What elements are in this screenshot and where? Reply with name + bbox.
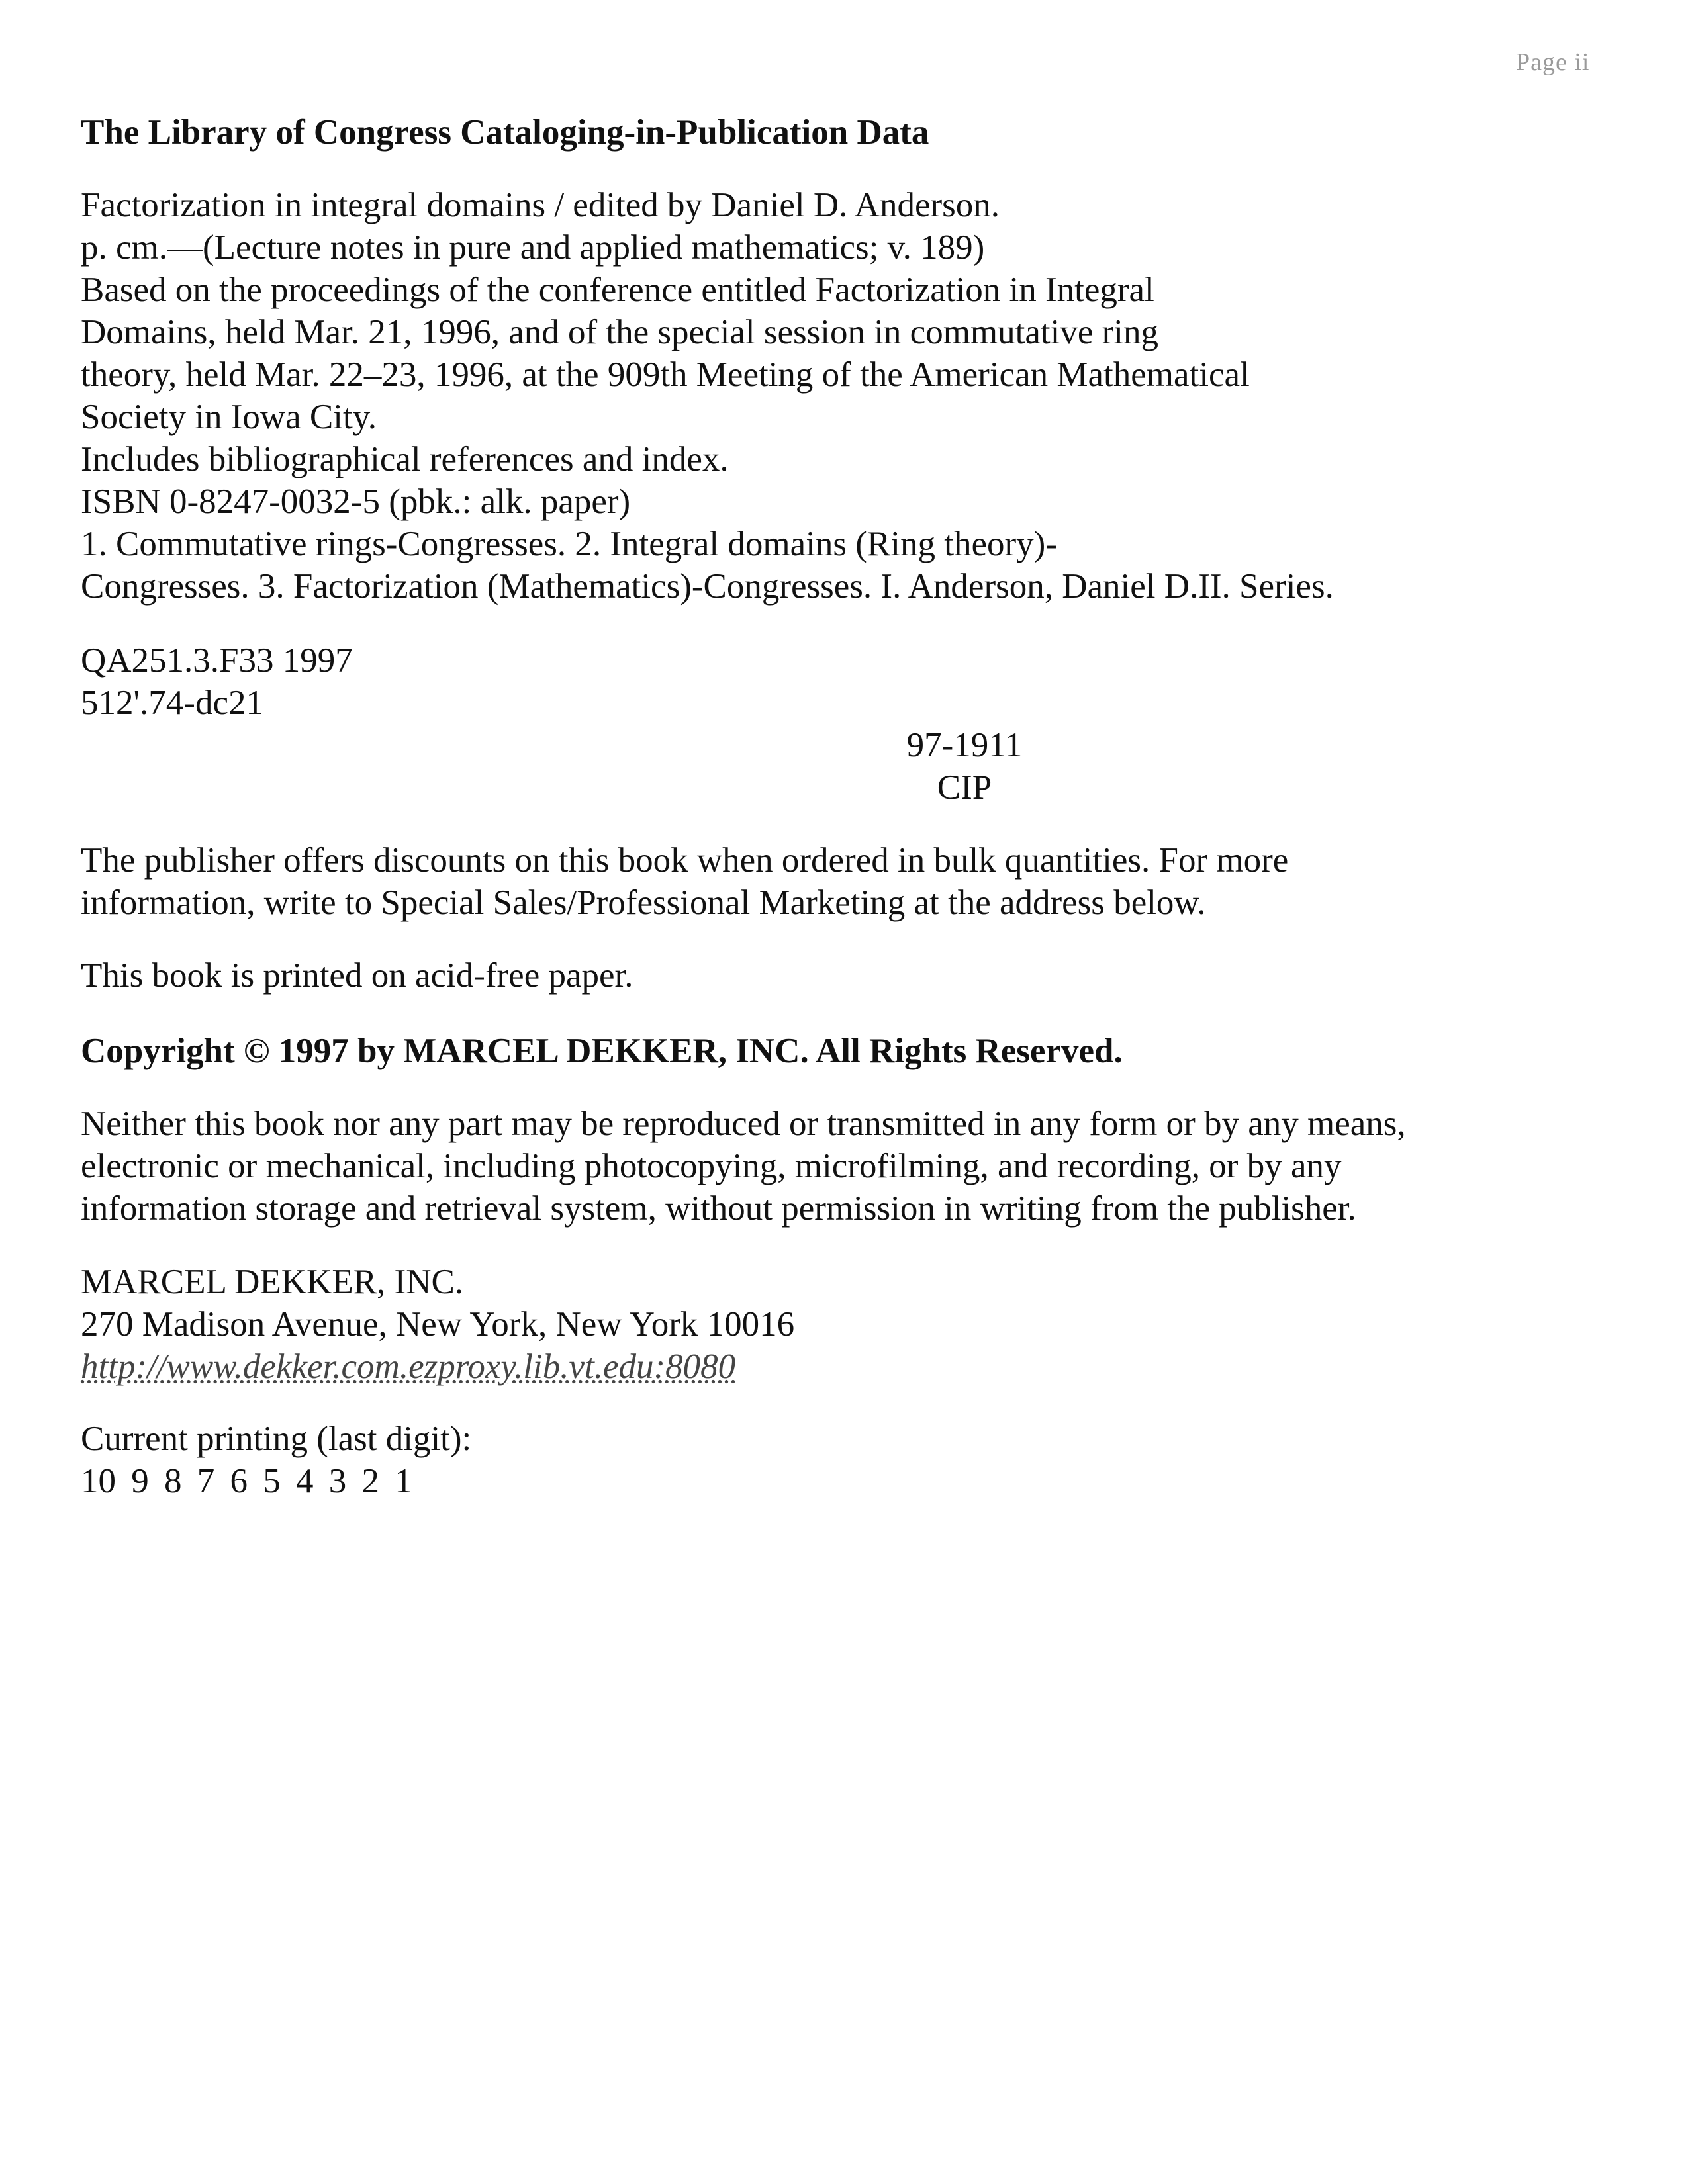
classification — [81, 639, 353, 724]
cip-line: theory, held Mar. 22–23, 1996, at the 909th Meeting of the American Mathematical — [81, 355, 1250, 394]
cip-line: Congresses. 3. Factorization (Mathematics)-Congresses. I. Anderson, Daniel D.II. Series. — [81, 567, 1334, 606]
call-number: QA251.3.F33 1997 — [81, 641, 353, 680]
cip-line: Includes bibliographical references and index. — [81, 440, 729, 478]
bulk-line: The publisher offers discounts on this book when ordered in bulk quantities. For more — [81, 841, 1289, 880]
cip-line: p. cm.—(Lecture notes in pure and applied mathematics; v. 189) — [81, 228, 985, 267]
cip-line: Factorization in integral domains / edited by Daniel D. Anderson. — [81, 186, 1000, 224]
page-number: Page ii — [1516, 48, 1590, 76]
rights-notice — [81, 1103, 1406, 1230]
rights-line: electronic or mechanical, including photocopying, microfilming, and recording, or by any — [81, 1147, 1342, 1185]
lccn: 97-1911 — [906, 726, 1023, 764]
lccn-block — [898, 724, 1031, 809]
cip-heading: The Library of Congress Cataloging-in-Publication Data — [81, 113, 929, 152]
copyright-line: Copyright © 1997 by MARCEL DEKKER, INC. All Rights Reserved. — [81, 1032, 1123, 1070]
dewey-number: 512'.74-dc21 — [81, 684, 263, 722]
rights-line: information storage and retrieval system, without permission in writing from the publisher. — [81, 1189, 1356, 1228]
printing-label: Current printing (last digit): — [81, 1420, 472, 1458]
publisher-name: MARCEL DEKKER, INC. — [81, 1263, 464, 1301]
paper-note — [81, 954, 633, 997]
paper-line: This book is printed on acid-free paper. — [81, 956, 633, 995]
cip-line: Domains, held Mar. 21, 1996, and of the special session in commutative ring — [81, 313, 1158, 351]
bulk-line: information, write to Special Sales/Professional Marketing at the address below. — [81, 884, 1206, 922]
bulk-sales-note — [81, 839, 1288, 924]
printing-info — [81, 1418, 471, 1502]
publisher-street: 270 Madison Avenue, New York, New York 10016 — [81, 1305, 795, 1343]
cip-line: ISBN 0-8247-0032-5 (pbk.: alk. paper) — [81, 482, 631, 521]
copyright-notice — [81, 1030, 1123, 1072]
publisher-link[interactable]: http://www.dekker.com.ezproxy.lib.vt.edu:8080 — [81, 1347, 736, 1386]
cip-label: CIP — [937, 768, 992, 807]
cip-line: Society in Iowa City. — [81, 398, 377, 436]
cip-line: Based on the proceedings of the conference entitled Factorization in Integral — [81, 271, 1154, 309]
printing-digits: 10 9 8 7 6 5 4 3 2 1 — [81, 1462, 412, 1500]
rights-line: Neither this book nor any part may be reproduced or transmitted in any form or by any means, — [81, 1105, 1406, 1143]
publisher-address — [81, 1261, 794, 1388]
cip-line: 1. Commutative rings-Congresses. 2. Integral domains (Ring theory)- — [81, 525, 1057, 563]
cip-record — [81, 184, 1334, 608]
